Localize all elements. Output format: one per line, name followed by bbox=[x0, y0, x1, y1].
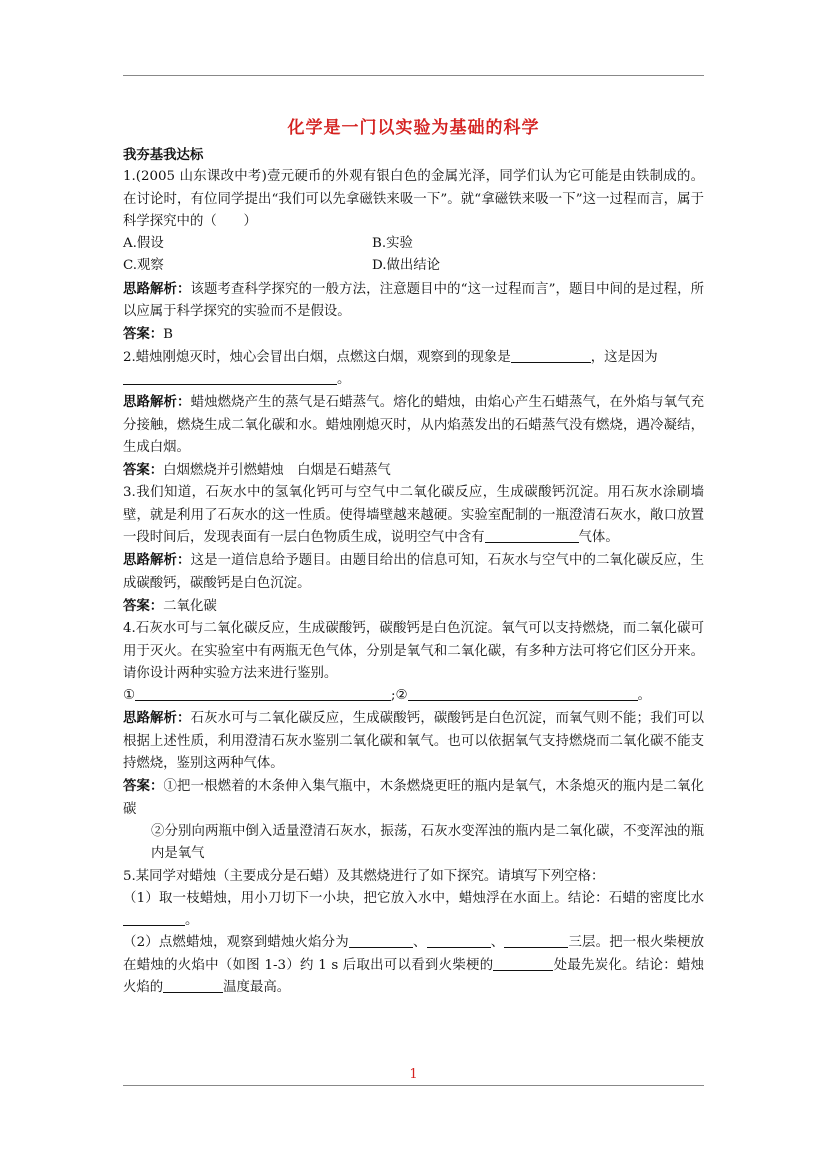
q2-answer-text: 白烟燃烧并引燃蜡烛 白烟是石蜡蒸气 bbox=[163, 463, 391, 479]
q5-blank-2[interactable] bbox=[349, 933, 413, 948]
q3-text-a: 3.我们知道，石灰水中的氢氧化钙可与空气中二氧化碳反应，生成碳酸钙沉淀。用石灰水涂刷墙壁，就是利用了石灰水的这一性质。使得墙壁越来越硬。实验室配制的一瓶澄清石灰水，敞口放置一段时间后，发现表面有一层白色物质生成，说明空气中含有 bbox=[123, 485, 704, 546]
q4-answer-1: ①把一根燃着的木条伸入集气瓶中，木条燃烧更旺的瓶内是氧气，木条熄灭的瓶内是二氧化碳 bbox=[123, 779, 705, 817]
document-body bbox=[123, 144, 704, 999]
q1-options-row1 bbox=[123, 233, 704, 255]
q5-part2-text-b: 三层。把一根火柴梗放在蜡烛的火焰中（如图 1-3）约 1 s 后取出可以看到火柴梗的 bbox=[123, 935, 705, 973]
q2-text-a: 2.蜡烛刚熄灭时，烛心会冒出白烟，点燃这白烟，观察到的现象是 bbox=[123, 349, 511, 365]
q1-analysis bbox=[123, 278, 704, 324]
q1-answer bbox=[123, 323, 704, 346]
q5-part2 bbox=[123, 932, 704, 999]
q4-answer-2: ②分别向两瓶中倒入适量澄清石灰水，振荡，石灰水变浑浊的瓶内是二氧化碳，不变浑浊的瓶内是氧气 bbox=[151, 823, 704, 862]
q5-part2-text-d: 温度最高。 bbox=[223, 979, 291, 995]
q1-answer-text: B bbox=[163, 327, 174, 343]
q2-analysis-label: 思路解析： bbox=[123, 394, 191, 411]
q5-part2-text-a: （2）点燃蜡烛，观察到蜡烛火焰分为 bbox=[123, 935, 349, 951]
q5-blank-5[interactable] bbox=[493, 956, 553, 971]
q1-option-d: D.做出结论 bbox=[372, 258, 441, 274]
q2-text-b: ，这是因为 bbox=[590, 349, 658, 365]
q3-analysis bbox=[123, 549, 704, 595]
q4-end: 。 bbox=[637, 688, 651, 704]
q4-blank-2[interactable] bbox=[408, 686, 638, 701]
q4-answer bbox=[123, 775, 704, 821]
q3-analysis-text: 这是一道信息给予题目。由题目给出的信息可知，石灰水与空气中的二氧化碳反应，生成碳酸钙，碳酸钙是白色沉淀。 bbox=[123, 553, 705, 591]
q4-sep: ;② bbox=[391, 688, 408, 704]
q5-part2-text-c: 处最先炭化。结论：蜡烛火焰的 bbox=[123, 957, 704, 995]
q3-text bbox=[123, 482, 704, 549]
q3-analysis-label: 思路解析： bbox=[123, 552, 191, 569]
footer-rule bbox=[123, 1085, 704, 1086]
q4-answer-label: 答案： bbox=[123, 778, 164, 795]
q5-text: 5.某同学对蜡烛（主要成分是石蜡）及其燃烧进行了如下探究。请填写下列空格： bbox=[123, 868, 605, 884]
header-rule bbox=[123, 75, 704, 76]
q3-answer-label: 答案： bbox=[123, 597, 164, 614]
q1-option-c: C.观察 bbox=[123, 258, 164, 274]
q3-blank[interactable] bbox=[485, 528, 579, 543]
q2-answer bbox=[123, 459, 704, 482]
q5-blank-3[interactable] bbox=[427, 933, 491, 948]
q5-blank-6[interactable] bbox=[163, 978, 223, 993]
q5-blank-1[interactable] bbox=[123, 911, 185, 926]
q5-part1-end: 。 bbox=[185, 913, 199, 929]
q4-blanks-line bbox=[123, 685, 704, 707]
page-number: 1 bbox=[409, 1067, 418, 1082]
q5-part1-text: （1）取一枝蜡烛，用小刀切下一小块，把它放入水中，蜡烛浮在水面上。结论：石蜡的密度比水 bbox=[123, 890, 704, 906]
q1-options-row2 bbox=[123, 255, 704, 277]
q3-answer-text: 二氧化碳 bbox=[163, 598, 217, 614]
q1-option-a: A.假设 bbox=[123, 236, 164, 252]
q4-blank-1[interactable] bbox=[135, 686, 391, 701]
q5-part2-sep-1: 、 bbox=[412, 935, 427, 951]
section-heading: 我夯基我达标 bbox=[123, 147, 204, 163]
q4-mark-1: ① bbox=[123, 688, 136, 704]
q4-analysis-label: 思路解析： bbox=[123, 710, 191, 727]
q4-text: 4.石灰水可与二氧化碳反应，生成碳酸钙，碳酸钙是白色沉淀。氧气可以支持燃烧，而二氧化碳可用于灭火。在实验室中有两瓶无色气体，分别是氧气和二氧化碳，有多种方法可将它们区分开来。请你设计两种实验方法来进行鉴别。 bbox=[123, 621, 704, 681]
q2-answer-label: 答案： bbox=[123, 462, 164, 479]
q1-analysis-text: 该题考查科学探究的一般方法，注意题目中的“这一过程而言”，题目中间的是过程，所以应属于科学探究的实验而不是假设。 bbox=[123, 281, 704, 320]
q2-analysis bbox=[123, 391, 704, 459]
q5-part2-sep-2: 、 bbox=[490, 935, 505, 951]
q2-text bbox=[123, 347, 704, 392]
q5-blank-4[interactable] bbox=[504, 933, 568, 948]
q2-blank-1[interactable] bbox=[511, 348, 591, 363]
q4-analysis bbox=[123, 707, 704, 775]
document-title: 化学是一门以实验为基础的科学 bbox=[287, 118, 540, 138]
q2-text-c: 。 bbox=[337, 371, 351, 387]
q2-blank-2[interactable] bbox=[123, 370, 337, 385]
q1-text: 1.(2005 山东课改中考)壹元硬币的外观有银白色的金属光泽，同学们认为它可能是由铁制成的。在讨论时，有位同学提出“我们可以先拿磁铁来吸一下”。就“拿磁铁来吸一下”这一过程而言，属于科学探究中的（ ） bbox=[123, 169, 704, 229]
q3-text-b: 气体。 bbox=[578, 530, 619, 546]
q5-part1 bbox=[123, 888, 704, 933]
q1-analysis-label: 思路解析： bbox=[123, 280, 191, 297]
q3-answer bbox=[123, 595, 704, 618]
q4-analysis-text: 石灰水可与二氧化碳反应，生成碳酸钙，碳酸钙是白色沉淀，而氧气则不能；我们可以根据上述性质，利用澄清石灰水鉴别二氧化碳和氧气。也可以依据氧气支持燃烧而二氧化碳不能支持燃烧，鉴别这两种气体。 bbox=[123, 711, 705, 772]
q1-option-b: B.实验 bbox=[372, 236, 413, 252]
q2-analysis-text: 蜡烛燃烧产生的蒸气是石蜡蒸气。熔化的蜡烛，由焰心产生石蜡蒸气，在外焰与氧气充分接触，燃烧生成二氧化碳和水。蜡烛刚熄灭时，从内焰蒸发出的石蜡蒸气没有燃烧，遇冷凝结，生成白烟。 bbox=[123, 395, 705, 455]
q1-answer-label: 答案： bbox=[123, 326, 164, 343]
